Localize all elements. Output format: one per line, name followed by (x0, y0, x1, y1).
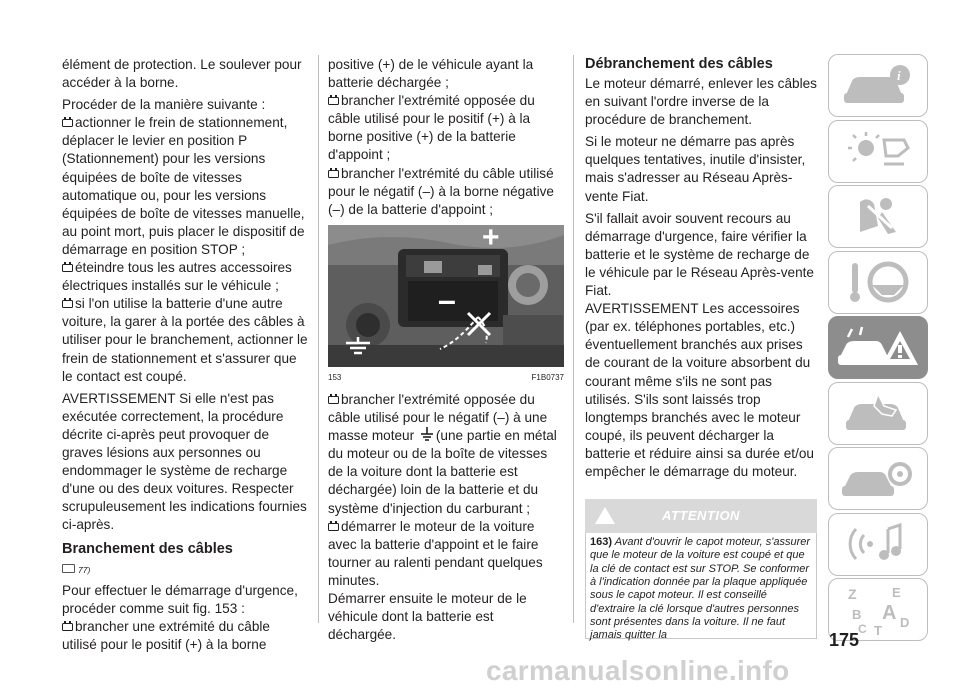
figure-code: F1B0737 (531, 372, 564, 382)
tab-safety[interactable] (828, 185, 928, 248)
tab-multimedia[interactable] (828, 513, 928, 576)
attention-body (585, 533, 817, 642)
battery-photo-illustration (328, 225, 564, 367)
index-letter: E (892, 584, 901, 600)
car-info-icon (838, 61, 918, 111)
bullet-text: démarrer le moteur de la voiture avec la batterie d'appoint et le faire tourner au ralenti pendant quelques minutes. (328, 518, 543, 588)
figure-minus-label: – (438, 281, 456, 318)
bullet-item (62, 114, 308, 259)
warning-paragraph: AVERTISSEMENT Les accessoires (par ex. téléphones portables, etc.) éventuellement branchés aux prises de courant de la voiture absorbent du courant même s'ils ne sont pas utilisés. S'ils sont laissés trop longtemps branchés avec le moteur coupé, ils peuvent décharger la batterie et réduire ainsi sa durée et/ou empêcher le démarrage du moteur. (585, 301, 814, 479)
bullet-text: si l'on utilise la batterie d'une autre voiture, la garer à la portée des câbles à utiliser pour le branchement, actionner le frein de stationnement et s'assurer que le contact est coupé. (62, 296, 308, 384)
index-letter: B (852, 606, 862, 622)
page-number: 175 (829, 630, 860, 650)
bullet-icon (328, 170, 339, 178)
bullet-icon (328, 396, 339, 404)
technical-data-icon (838, 454, 918, 504)
paragraph: Démarrer ensuite le moteur de le véhicule dont la batterie est déchargée. (328, 590, 527, 643)
engine-bay-figure (328, 225, 564, 367)
steering-key-icon (838, 257, 918, 307)
maintenance-icon (838, 388, 918, 438)
tab-technical-data[interactable] (828, 447, 928, 510)
bullet-text: brancher une extrémité du câble utilisé pour le positif (+) à la borne (62, 618, 270, 652)
bullet-text: actionner le frein de stationnement, déplacer le levier en position P (Stationnement) pour les versions équipées de boîte de vitesses automatique ou, pour les versions équipées de boîte de vitesses manuelle, au point mort, puis placer le dispositif de démarrage en position STOP ; (62, 115, 305, 257)
figure-number: 153 (328, 372, 342, 382)
safety-seat-icon (838, 192, 918, 242)
column-2 (328, 56, 564, 644)
breakdown-warning-icon (836, 323, 920, 373)
section-heading: Branchement des câbles (62, 541, 233, 558)
bullet-text: brancher l'extrémité opposée du câble utilisé pour le positif (+) à la borne positive (+) de la batterie d'appoint ; (328, 93, 535, 163)
tab-car-info[interactable] (828, 54, 928, 117)
index-letter: Z (848, 585, 857, 602)
index-icon (838, 583, 918, 637)
bullet-text: (une partie en métal du moteur ou de la boîte de vitesses de la voiture dont la batterie est déchargée) loin de la batterie et du système d'injection du carburant ; (328, 428, 557, 516)
multimedia-icon (838, 519, 918, 569)
bullet-icon (62, 264, 73, 272)
bullet-icon (328, 97, 339, 105)
bullet-item (328, 92, 564, 164)
bullet-icon (62, 300, 73, 308)
paragraph: élément de protection. Le soulever pour accéder à la borne. (62, 57, 302, 91)
bullet-icon (62, 119, 73, 127)
index-letter: C (858, 621, 867, 636)
paragraph: positive (+) de le véhicule ayant la batterie déchargée ; (328, 57, 534, 91)
watermark: carmanualsonline.info (486, 655, 790, 686)
section-heading: Débranchement des câbles (585, 56, 773, 72)
bullet-item (62, 295, 308, 385)
tab-starting-driving[interactable] (828, 251, 928, 314)
warning-triangle-icon (595, 507, 615, 524)
column-3 (585, 56, 817, 642)
bullet-item (328, 391, 564, 518)
bullet-item (62, 618, 308, 654)
attention-reference: 77) (62, 560, 308, 579)
attention-text: Avant d'ouvrir le capot moteur, s'assurer que le moteur de la voiture est coupé et que la clé de contact est sur STOP. Se conformer à l'indication donnée par la plaque appliquée sous le capot moteur. Il est conseillé d'extraire la clé lorsque d'autres personnes sont présentes dans la voiture. Il ne faut jamais quitter la (590, 536, 811, 642)
index-letter: T (874, 622, 882, 637)
paragraph: S'il fallait avoir souvent recours au démarrage d'urgence, faire vérifier la batterie et le système de recharge de le véhicule par le Réseau Après-vente Fiat. (585, 210, 814, 299)
figure-plus-label: + (482, 224, 500, 254)
dashboard-lights-icon (838, 126, 918, 176)
paragraph: Si le moteur ne démarre pas après quelques tentatives, inutile d'insister, mais s'adresser au Réseau Après-vente Fiat. (585, 134, 806, 204)
warning-ref-icon (62, 564, 75, 573)
paragraph: Le moteur démarré, enlever les câbles en suivant l'ordre inverse de la procédure de branchement. (585, 76, 817, 128)
bullet-icon (62, 623, 73, 631)
bullet-text: brancher l'extrémité opposée du câble utilisé pour le négatif (–) à une masse moteur (328, 391, 548, 444)
attention-header (585, 499, 817, 533)
figure-caption (328, 369, 564, 387)
column-divider (318, 55, 319, 623)
column-1 (62, 56, 308, 654)
warning-paragraph: AVERTISSEMENT Si elle n'est pas exécutée correctement, la procédure décrite ci-après peut provoquer de graves lésions aux personnes ou endommager le système de recharge d'une ou des deux voitures. Respecter scrupuleusement les indications fournies ci-après. (62, 390, 307, 533)
attention-title: ATTENTION (662, 508, 740, 524)
chapter-sidebar (828, 54, 934, 644)
paragraph: Pour effectuer le démarrage d'urgence, procéder comme suit fig. 153 : (62, 582, 298, 616)
bullet-item (62, 259, 308, 295)
bullet-text: éteindre tous les autres accessoires électriques installés sur le véhicule ; (62, 260, 292, 294)
ground-icon (421, 427, 433, 441)
tab-dashboard-lights[interactable] (828, 120, 928, 183)
index-letter: D (900, 614, 910, 630)
bullet-item (328, 165, 564, 219)
svg-text:i: i (897, 67, 901, 83)
column-divider (573, 55, 574, 623)
index-letter: A (882, 601, 897, 624)
bullet-item (328, 518, 564, 590)
tab-maintenance[interactable] (828, 382, 928, 445)
paragraph: Procéder de la manière suivante : (62, 97, 266, 113)
tab-emergency[interactable] (828, 316, 928, 379)
bullet-text: brancher l'extrémité du câble utilisé pour le négatif (–) à la borne négative (–) de la batterie d'appoint ; (328, 165, 554, 217)
bullet-icon (328, 523, 339, 531)
attention-number: 163) (590, 536, 613, 549)
